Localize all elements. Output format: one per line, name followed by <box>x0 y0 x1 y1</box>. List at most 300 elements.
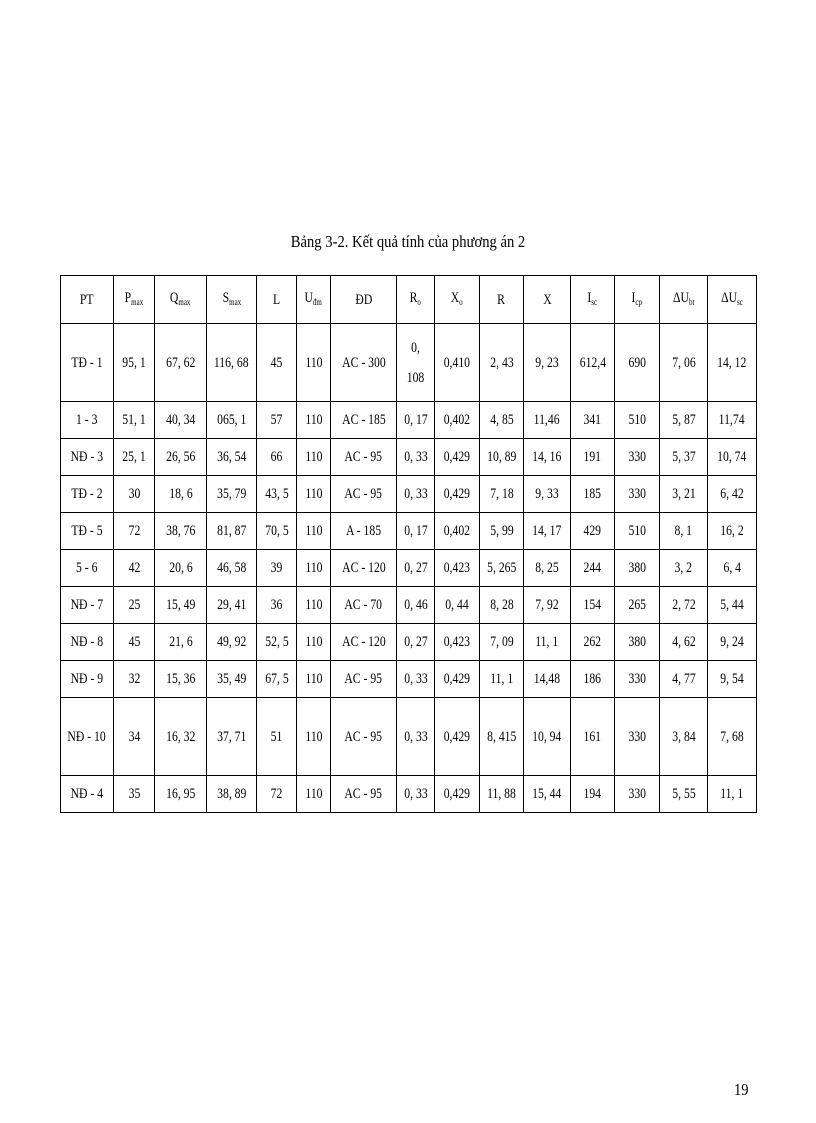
cell-value: 110 <box>304 354 323 371</box>
column-header-base: X <box>542 291 552 308</box>
column-header-base: I <box>587 289 592 306</box>
cell-value: 510 <box>628 523 646 539</box>
column-header-l <box>257 276 297 324</box>
cell-l <box>257 661 297 698</box>
cell-value: 2, 43 <box>489 354 514 371</box>
cell-value: 70, 5 <box>264 523 289 539</box>
cell-ro <box>397 550 435 587</box>
cell-udm <box>297 661 331 698</box>
cell-dd <box>331 324 397 402</box>
cell-value: 110 <box>304 634 323 650</box>
cell-x <box>524 624 571 661</box>
cell-value: AC - 120 <box>341 560 386 576</box>
column-header-label <box>451 283 463 317</box>
cell-pt <box>61 624 114 661</box>
cell-value: 9, 24 <box>720 634 744 650</box>
cell-value: 110 <box>304 597 323 613</box>
cell-r <box>480 587 524 624</box>
column-header-smax <box>207 276 257 324</box>
cell-pmax <box>114 587 155 624</box>
header-row <box>61 276 757 324</box>
cell-value: AC - 95 <box>344 449 383 465</box>
column-header-label <box>410 283 421 317</box>
cell-value: 330 <box>628 449 646 465</box>
cell-l <box>257 550 297 587</box>
cell-value: 14, 16 <box>532 449 562 465</box>
cell-value: 40, 34 <box>165 412 196 428</box>
cell-value: 25, 1 <box>122 449 146 465</box>
cell-value: 0, 17 <box>403 412 428 428</box>
cell-value: 51, 1 <box>122 412 146 428</box>
cell-value: 5, 265 <box>486 560 517 576</box>
cell-value: 0, 108 <box>406 339 425 386</box>
cell-value: 38, 76 <box>165 523 196 539</box>
cell-value: 4, 85 <box>489 412 514 428</box>
cell-pmax <box>114 698 155 776</box>
cell-value: 0,423 <box>443 634 471 650</box>
cell-smax <box>207 587 257 624</box>
cell-x <box>524 661 571 698</box>
cell-value: 110 <box>304 449 323 465</box>
cell-value: 16, 95 <box>165 786 196 802</box>
page-number: 19 <box>734 1080 749 1099</box>
cell-value: AC - 95 <box>344 486 383 502</box>
cell-value: 9, 33 <box>535 486 559 502</box>
column-header-label <box>80 285 94 315</box>
cell-value: 67, 5 <box>264 671 289 687</box>
cell-value: 26, 56 <box>165 449 196 465</box>
column-header-label <box>498 285 506 315</box>
column-header-subscript: max <box>131 296 144 307</box>
cell-udm <box>297 513 331 550</box>
cell-value: 35 <box>128 786 140 802</box>
table-row <box>61 661 757 698</box>
cell-pt <box>61 324 114 402</box>
cell-smax <box>207 624 257 661</box>
cell-value: 35, 79 <box>216 486 247 502</box>
cell-ro <box>397 698 435 776</box>
cell-dubt <box>660 698 708 776</box>
cell-dd <box>331 550 397 587</box>
cell-value: 110 <box>304 523 323 539</box>
cell-value: 9, 23 <box>535 354 559 371</box>
cell-ro <box>397 439 435 476</box>
cell-value: 37, 71 <box>216 728 247 745</box>
cell-value: 14, 12 <box>717 354 747 371</box>
cell-value: 16, 32 <box>165 728 196 745</box>
cell-value: 7, 92 <box>535 597 559 613</box>
cell-value: 110 <box>304 671 323 687</box>
column-header-label <box>355 285 372 315</box>
cell-pt <box>61 776 114 813</box>
cell-value: 0,402 <box>443 412 471 428</box>
cell-xo <box>435 661 480 698</box>
cell-value: 7, 06 <box>671 354 696 371</box>
cell-dubt <box>660 402 708 439</box>
cell-value: 0,423 <box>443 560 471 576</box>
cell-isc <box>571 698 615 776</box>
cell-value: 45 <box>270 354 283 371</box>
cell-value: 5, 55 <box>671 786 696 802</box>
cell-l <box>257 513 297 550</box>
cell-value: 330 <box>628 671 646 687</box>
cell-pmax <box>114 661 155 698</box>
cell-dd <box>331 587 397 624</box>
cell-value: 72 <box>270 786 283 802</box>
cell-dusc <box>708 513 757 550</box>
cell-x <box>524 698 571 776</box>
cell-pt <box>61 439 114 476</box>
cell-value: 0, 33 <box>403 449 428 465</box>
cell-value: 11, 1 <box>490 671 513 687</box>
column-header-base: PT <box>80 291 94 308</box>
cell-qmax <box>155 324 207 402</box>
cell-xo <box>435 550 480 587</box>
cell-icp <box>615 661 660 698</box>
cell-value: 32 <box>128 671 140 687</box>
cell-smax <box>207 476 257 513</box>
cell-dd <box>331 698 397 776</box>
cell-xo <box>435 698 480 776</box>
column-header-subscript: đm <box>313 296 323 307</box>
table-row <box>61 587 757 624</box>
cell-value: 161 <box>583 728 602 745</box>
cell-value: AC - 95 <box>344 786 383 802</box>
cell-value: 116, 68 <box>214 354 249 371</box>
cell-value: 30 <box>128 486 140 502</box>
cell-value: 0, 44 <box>445 597 469 613</box>
cell-value: 15, 44 <box>532 786 562 802</box>
cell-pmax <box>114 402 155 439</box>
cell-dusc <box>708 624 757 661</box>
cell-l <box>257 439 297 476</box>
cell-pmax <box>114 550 155 587</box>
cell-value: 36, 54 <box>216 449 247 465</box>
cell-value: 0,429 <box>443 671 471 687</box>
cell-icp <box>615 550 660 587</box>
cell-pmax <box>114 513 155 550</box>
cell-value: 341 <box>583 412 602 428</box>
column-header-subscript: sc <box>737 296 743 307</box>
cell-value: 36 <box>270 597 283 613</box>
cell-value: 0, 33 <box>403 728 428 745</box>
cell-qmax <box>155 776 207 813</box>
column-header-icp <box>615 276 660 324</box>
cell-ro <box>397 587 435 624</box>
cell-value: 0,402 <box>443 523 471 539</box>
cell-value: 2, 72 <box>671 597 696 613</box>
column-header-subscript: cp <box>635 296 643 307</box>
cell-udm <box>297 324 331 402</box>
cell-value: AC - 95 <box>344 671 383 687</box>
cell-dd <box>331 776 397 813</box>
cell-value: 49, 92 <box>216 634 247 650</box>
cell-dubt <box>660 439 708 476</box>
cell-ro <box>397 513 435 550</box>
cell-value: TĐ - 5 <box>71 523 103 539</box>
cell-qmax <box>155 698 207 776</box>
cell-icp <box>615 776 660 813</box>
cell-dusc <box>708 550 757 587</box>
cell-value: 7, 68 <box>720 728 744 745</box>
cell-value: 0,429 <box>443 728 471 745</box>
cell-value: 15, 36 <box>165 671 196 687</box>
column-header-base: X <box>451 289 460 306</box>
cell-isc <box>571 476 615 513</box>
column-header-base: ĐD <box>355 291 372 308</box>
table-row <box>61 324 757 402</box>
cell-dusc <box>708 402 757 439</box>
cell-value: 81, 87 <box>216 523 247 539</box>
cell-l <box>257 698 297 776</box>
cell-x <box>524 550 571 587</box>
column-header-label <box>273 285 280 315</box>
cell-isc <box>571 587 615 624</box>
cell-dd <box>331 624 397 661</box>
column-header-subscript: o <box>417 296 422 307</box>
cell-value: 330 <box>628 786 646 802</box>
cell-value: 21, 6 <box>168 634 193 650</box>
cell-xo <box>435 776 480 813</box>
column-header-label <box>632 283 643 317</box>
column-header-isc <box>571 276 615 324</box>
cell-value: 265 <box>628 597 646 613</box>
column-header-label <box>543 285 551 315</box>
cell-value: 8, 415 <box>486 728 517 745</box>
cell-value: 5, 37 <box>671 449 696 465</box>
cell-value: NĐ - 7 <box>70 597 104 613</box>
cell-value: 6, 4 <box>723 560 741 576</box>
cell-r <box>480 439 524 476</box>
cell-value: 29, 41 <box>216 597 247 613</box>
cell-value: 3, 84 <box>671 728 696 745</box>
cell-value: 9, 54 <box>720 671 744 687</box>
cell-value: 429 <box>583 523 602 539</box>
cell-value: NĐ - 3 <box>70 449 104 465</box>
cell-udm <box>297 624 331 661</box>
cell-value: 110 <box>304 486 323 502</box>
column-header-base: ΔU <box>672 289 689 306</box>
column-header-x <box>524 276 571 324</box>
cell-dd <box>331 439 397 476</box>
cell-value: 0, 33 <box>403 486 428 502</box>
cell-dd <box>331 661 397 698</box>
cell-isc <box>571 439 615 476</box>
column-header-xo <box>435 276 480 324</box>
cell-value: 10, 74 <box>717 449 747 465</box>
cell-smax <box>207 324 257 402</box>
cell-dusc <box>708 776 757 813</box>
cell-value: 25 <box>128 597 140 613</box>
cell-value: 11, 88 <box>487 786 516 802</box>
cell-value: 191 <box>583 449 602 465</box>
table-row <box>61 513 757 550</box>
cell-isc <box>571 550 615 587</box>
cell-l <box>257 776 297 813</box>
cell-r <box>480 776 524 813</box>
cell-dubt <box>660 513 708 550</box>
cell-dubt <box>660 476 708 513</box>
cell-value: 10, 94 <box>532 728 562 745</box>
cell-value: 11, 1 <box>720 786 744 802</box>
column-header-base: R <box>497 291 506 308</box>
cell-value: 16, 2 <box>720 523 744 539</box>
cell-qmax <box>155 476 207 513</box>
cell-value: NĐ - 4 <box>70 786 104 802</box>
cell-value: NĐ - 10 <box>67 728 107 745</box>
column-header-base: U <box>304 289 314 306</box>
cell-value: 43, 5 <box>264 486 289 502</box>
cell-ro <box>397 324 435 402</box>
cell-isc <box>571 776 615 813</box>
column-header-ro <box>397 276 435 324</box>
column-header-label <box>721 283 743 317</box>
column-header-pmax <box>114 276 155 324</box>
column-header-label <box>673 283 694 317</box>
cell-x <box>524 324 571 402</box>
column-header-label <box>588 283 598 317</box>
cell-value: 0,429 <box>443 786 471 802</box>
cell-r <box>480 324 524 402</box>
cell-smax <box>207 402 257 439</box>
cell-value: 18, 6 <box>168 486 193 502</box>
column-header-subscript: bt <box>688 296 695 307</box>
cell-value: TĐ - 2 <box>71 486 103 502</box>
column-header-label <box>222 283 241 317</box>
cell-value: 52, 5 <box>264 634 289 650</box>
cell-r <box>480 476 524 513</box>
cell-pmax <box>114 776 155 813</box>
cell-value: 330 <box>628 728 646 745</box>
cell-value: 6, 42 <box>720 486 744 502</box>
column-header-base: P <box>124 289 132 306</box>
cell-value: 3, 21 <box>671 486 696 502</box>
cell-value: 110 <box>304 560 323 576</box>
cell-udm <box>297 698 331 776</box>
cell-icp <box>615 587 660 624</box>
cell-ro <box>397 624 435 661</box>
column-header-base: L <box>272 291 281 308</box>
cell-udm <box>297 587 331 624</box>
cell-value: 690 <box>628 354 646 371</box>
cell-pt <box>61 550 114 587</box>
cell-l <box>257 587 297 624</box>
cell-value: 0,429 <box>443 486 471 502</box>
cell-value: 57 <box>270 412 283 428</box>
cell-value: 0, 33 <box>403 786 428 802</box>
column-header-subscript: max <box>228 296 241 307</box>
column-header-subscript: max <box>178 296 191 307</box>
cell-smax <box>207 550 257 587</box>
cell-icp <box>615 439 660 476</box>
column-header-subscript: o <box>459 296 463 307</box>
cell-value: 330 <box>628 486 646 502</box>
cell-udm <box>297 776 331 813</box>
cell-smax <box>207 698 257 776</box>
cell-l <box>257 476 297 513</box>
cell-dusc <box>708 587 757 624</box>
cell-value: 0, 46 <box>403 597 428 613</box>
column-header-dusc <box>708 276 757 324</box>
cell-xo <box>435 402 480 439</box>
cell-value: 14,48 <box>533 671 561 687</box>
column-header-r <box>480 276 524 324</box>
cell-l <box>257 324 297 402</box>
cell-value: AC - 185 <box>341 412 386 428</box>
cell-qmax <box>155 624 207 661</box>
cell-l <box>257 624 297 661</box>
cell-isc <box>571 324 615 402</box>
cell-value: TĐ - 1 <box>71 354 103 371</box>
cell-value: 5, 87 <box>671 412 696 428</box>
cell-value: 0, 27 <box>403 560 428 576</box>
table-row <box>61 550 757 587</box>
column-header-pt <box>61 276 114 324</box>
cell-ro <box>397 661 435 698</box>
column-header-qmax <box>155 276 207 324</box>
cell-value: 42 <box>128 560 140 576</box>
cell-isc <box>571 624 615 661</box>
cell-value: 380 <box>628 634 646 650</box>
cell-smax <box>207 776 257 813</box>
table-row <box>61 439 757 476</box>
cell-qmax <box>155 587 207 624</box>
cell-pmax <box>114 476 155 513</box>
column-header-base: I <box>631 289 636 306</box>
cell-dusc <box>708 661 757 698</box>
cell-value: AC - 95 <box>344 728 383 745</box>
cell-value: 0, 27 <box>403 634 428 650</box>
cell-r <box>480 513 524 550</box>
cell-smax <box>207 661 257 698</box>
cell-r <box>480 624 524 661</box>
cell-icp <box>615 476 660 513</box>
cell-value: 0, 33 <box>403 671 428 687</box>
cell-value: 194 <box>583 786 602 802</box>
cell-value: 262 <box>583 634 602 650</box>
cell-xo <box>435 587 480 624</box>
cell-pmax <box>114 439 155 476</box>
cell-icp <box>615 402 660 439</box>
cell-qmax <box>155 439 207 476</box>
cell-l <box>257 402 297 439</box>
cell-xo <box>435 624 480 661</box>
column-header-udm <box>297 276 331 324</box>
cell-value: AC - 70 <box>344 597 383 613</box>
cell-icp <box>615 513 660 550</box>
cell-dd <box>331 513 397 550</box>
cell-dusc <box>708 439 757 476</box>
cell-pmax <box>114 624 155 661</box>
cell-value: 45 <box>128 634 140 650</box>
column-header-base: S <box>222 289 229 306</box>
cell-value: 5 - 6 <box>76 560 98 576</box>
cell-udm <box>297 476 331 513</box>
cell-dubt <box>660 587 708 624</box>
cell-icp <box>615 624 660 661</box>
cell-dd <box>331 476 397 513</box>
cell-r <box>480 550 524 587</box>
cell-x <box>524 513 571 550</box>
cell-value: 1 - 3 <box>76 412 98 428</box>
cell-dusc <box>708 324 757 402</box>
cell-dubt <box>660 624 708 661</box>
column-header-base: R <box>409 289 418 306</box>
cell-value: 15, 49 <box>165 597 196 613</box>
cell-x <box>524 476 571 513</box>
cell-value: 510 <box>628 412 646 428</box>
cell-value: 46, 58 <box>216 560 247 576</box>
